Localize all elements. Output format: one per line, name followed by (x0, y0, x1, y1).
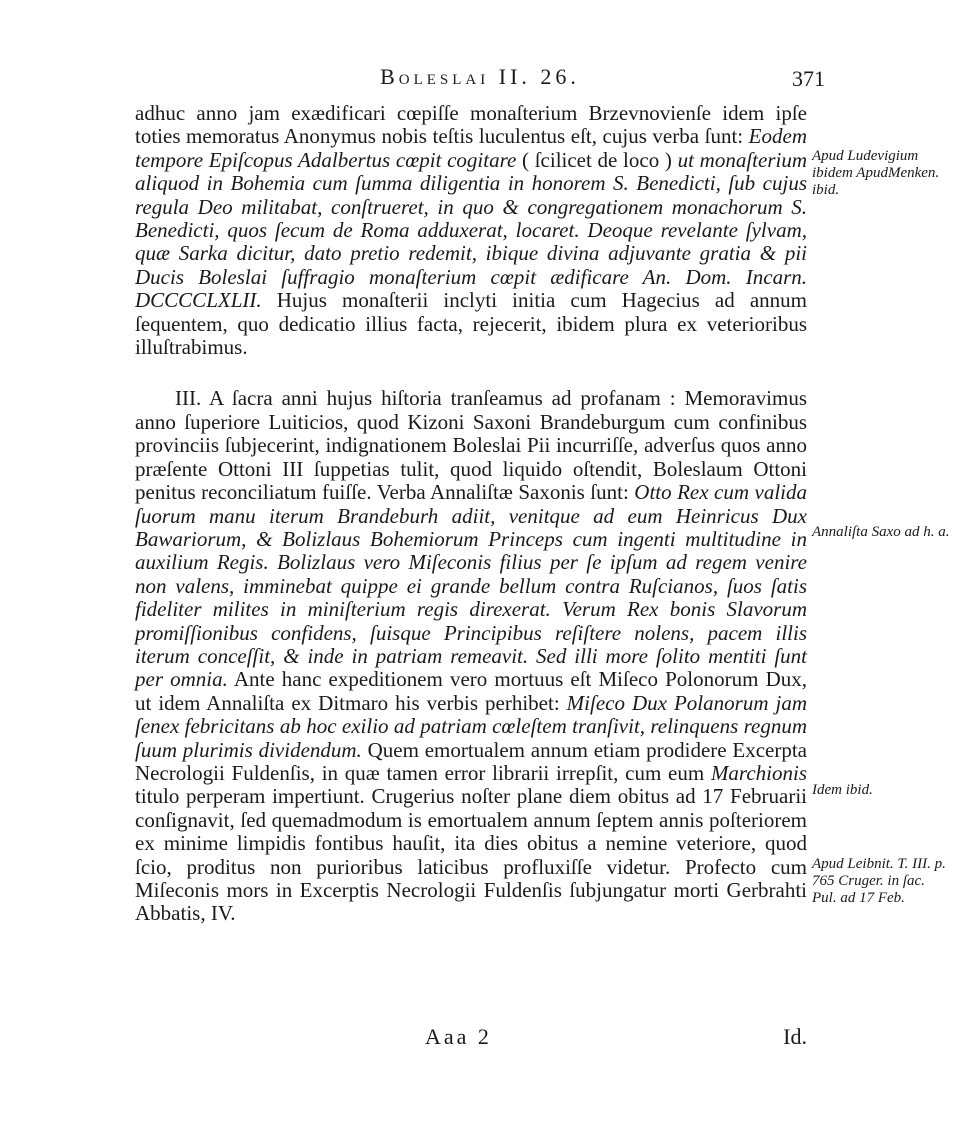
paragraph-1 (135, 102, 807, 359)
italic-text-run: Marchionis (710, 760, 807, 785)
text-run: Ante hanc expeditionem vero mortuus eſt Miſeco Polonorum Dux, ut idem Annaliſta ex Ditmaro his verbis perhibet: (135, 667, 807, 715)
signature-mark: Aaa 2 (425, 1024, 492, 1049)
italic-text-run: Eodem tempore Epiſcopus Adalbertus cœpit cogitare (135, 124, 807, 172)
body-text (135, 102, 807, 926)
margin-note-annalista: Annaliſta Saxo ad h. a. (812, 524, 950, 540)
italic-text-run: ut monaſterium aliquod in Bohemia cum ſumma diligentia in honorem S. Benedicti, ſub cujus regula Deo militabat, conſtrueret, in quo & congregationem monachorum S. Benedicti, quos ſecum de Roma adduxerat, locaret. Deoque revelante ſylvam, quæ Sarka dicitur, dato pretio redemit, ibique divina adjuvante gratia & pii Ducis Boleslai ſuffragio monaſterium cœpit ædificare An. Dom. Incarn. DCCCCLXLII. (135, 147, 807, 313)
text-run: ( ſcilicet de loco ) (516, 147, 678, 172)
italic-text-run: Otto Rex cum valida ſuorum manu iterum Brandeburh adiit, venitque ad eum Heinricus Dux Bawariorum, & Bolizlaus Bohemiorum Princeps cum ingenti multitudine in auxilium Regis. Bolizlaus vero Miſeconis filius per ſe ipſum ad regem venire non valens, imminebat quippe ei grande bellum contra Ruſcianos, ſuos ſatis fideliter milites in miniſterium regis direxerat. Verum Rex bonis Slavorum promiſſionibus confidens, ſuisque Principibus reſiſtere nolens, pacem illis iterum conceſſit, & inde in patriam remeavit. Sed illi more ſolito mentiti ſunt per omnia. (135, 480, 807, 692)
text-run: titulo perperam impertiunt. Crugerius noſter plane diem obitus ad 17 Februarii conſignavit, ſed quemadmodum is emortualem annum ſeptem annis poſteriorem ex minime limpidis fontibus hauſit, ita dies obitus a nemine veteriore, quod ſcio, proditus non purioribus laticibus profluxiſſe videtur. Profecto cum Miſeconis mors in Excerptis Necrologii Fuldenſis ſubjungatur morti Gerbrahti Abbatis, IV. (135, 784, 807, 926)
paragraph-2 (135, 387, 807, 925)
running-head: Boleslai II. 26. (380, 64, 580, 89)
text-run: Quem emortualem annum etiam prodidere Excerpta Necrologii Fuldenſis, in quæ tamen error librarii irrepſit, cum eum (135, 737, 807, 785)
page-footer (135, 1024, 807, 1054)
text-run: Hujus monaſterii inclyti initia cum Hagecius ad annum ſequentem, quo dedicatio illius facta, rejecerit, ibidem plura ex veterioribus illuſtrabimus. (135, 288, 807, 360)
margin-note-idem: Idem ibid. (812, 782, 873, 798)
catchword: Id. (783, 1024, 807, 1049)
margin-note-leibnitz-cruger: Apud Leibnit. T. III. p. 765 Cruger. in ſac. Pul. ad 17 Feb. (812, 856, 946, 906)
text-run: III. A ſacra anni hujus hiſtoria tranſeamus ad profanam : Memoravimus anno ſuperiore Luiticios, quod Kizoni Saxoni Brandeburgum cum confinibus provinciis ſubjecerint, indignationem Boleslai Pii incurriſſe, adverſus quos anno præſente Ottoni III ſuppetias tulit, quod liquido oſtendit, Boleslaum Ottoni penitus reconciliatum fuiſſe. Verba Annaliſtæ Saxonis ſunt: (135, 386, 807, 505)
page-header (135, 64, 825, 100)
italic-text-run: Miſeco Dux Polanorum jam ſenex febricitans ab hoc exilio ad patriam cœleſtem tranſivit, relinquens regnum ſuum plurimis dividendum. (135, 690, 807, 762)
page-number: 371 (792, 66, 825, 91)
margin-note-ludevigius: Apud Ludevigium ibidem ApudMenken. ibid. (812, 148, 940, 198)
text-run: adhuc anno jam exædificari cœpiſſe monaſterium Brzevnovienſe idem ipſe toties memoratus Anonymus nobis teſtis luculentus eſt, cujus verba ſunt: (135, 101, 807, 149)
